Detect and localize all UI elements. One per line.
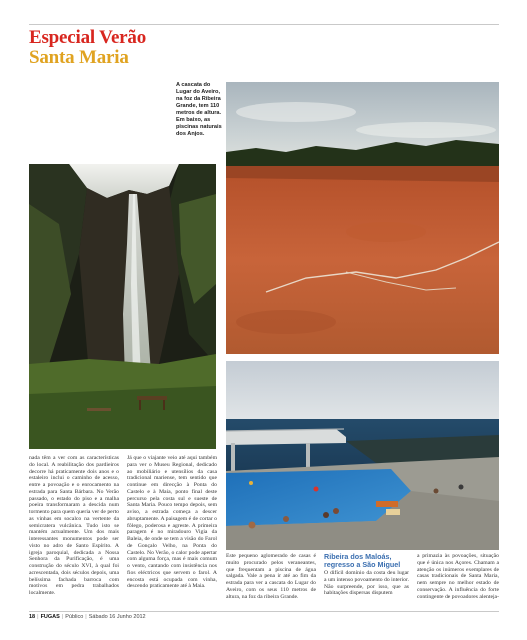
top-rule xyxy=(29,24,499,25)
issue-date: Sábado 16 Junho 2012 xyxy=(88,614,146,620)
article-column-4 xyxy=(324,553,409,605)
section-kicker: Especial Verão xyxy=(29,27,147,48)
photo-caption: A cascata do Lugar do Aveiro, na foz da Ribeira Grande, tem 110 metros de altura. Em baixo, as piscinas naturais dos Anjos. xyxy=(176,82,222,137)
section-header xyxy=(29,28,499,68)
box-headline: Ribeira dos Maloás, regresso a São Miguel xyxy=(324,552,401,569)
section-title: Santa Maria xyxy=(29,47,129,68)
article-column-5: a primazia às povoações, situação que é única nos Açores. Chamam a atenção os inúmeros exemplares de casas tradicionais de Santa Maria, nem sempre no melhor estado de conservação. A influência do forte contingente de povoadores alenteja- xyxy=(417,553,499,600)
waterfall-photo xyxy=(29,164,216,449)
page-number: 18 xyxy=(29,614,36,620)
newspaper-name: Público xyxy=(65,614,84,620)
red-desert-photo xyxy=(226,82,499,354)
footer-rule xyxy=(29,611,499,612)
natural-pool-photo xyxy=(226,361,499,550)
article-column-3: Este pequeno aglomerado de casas é muito procurado pelos veraneantes, que frequentam a piscina de água salgada. Vale a pena ir até ao fim da estrada para ver a cascata do Lugar do Aveiro, com os seus 110 metros de altura, na foz da ribeira Grande. xyxy=(226,553,316,600)
article-column-1: nada têm a ver com as características do local. A reabilitação dos pardieiros decorre há praticamente dois anos e o estaleiro inclui o caminho de acesso, entre a povoação e o enrocamento na estrada para Santa Bárbara. No Verão passado, o estado do piso e a malha poeira transformaram a descida num tormento para quem queria ver de perto as vinhas em socalco na vertente da semicratera vulcânica. Tudo isto se mantém actualmente. Um dos mais interessantes monumentos pode ser visto no adro de Santo Espírito. A igreja paroquial, dedicada a Nossa Senhora da Purificação, é uma construção do século XVI, à qual foi acrescentada, dois séculos depois, uma belíssima fachada barroca com motivos em pedra trabalhados localmente. xyxy=(29,455,120,596)
supplement-name: FUGAS xyxy=(40,614,60,620)
article-column-2: Já que o viajante veio até aqui também para ver o Museu Regional, dedicado ao mobiliário e utensílios da casa tradicional mariense, tem sentido que continue em direcção à Ponta do Castelo e à Maia, ponto final deste percurso pela costa sul e sueste de Santa Maria. Pouco tempo depois, sem aviso, a estrada começa a descer abruptamente. A paisagem é de cortar o fôlego, poderosa e agreste. A primeira paragem é no miradouro Vigia da Baleia, de onde se tem a visão do Farol de Gonçalo Velho, na Ponta do Castelo. No Verão, o calor pode apertar com alguma força, mas é mais comum o vento, cantando com insistência nos fios eléctricos que servem o farol. A encosta está ocupada com vinha, descendo praticamente até à Maia. xyxy=(127,455,217,590)
page-footer: 18 | FUGAS | Público | Sábado 16 Junho 2012 xyxy=(29,614,146,620)
article-column-4-text: O difícil domínio da costa deu lugar a um intenso povoamento do interior. Não surpreende, por isso, que as habitações dispersas disputem xyxy=(324,570,409,597)
